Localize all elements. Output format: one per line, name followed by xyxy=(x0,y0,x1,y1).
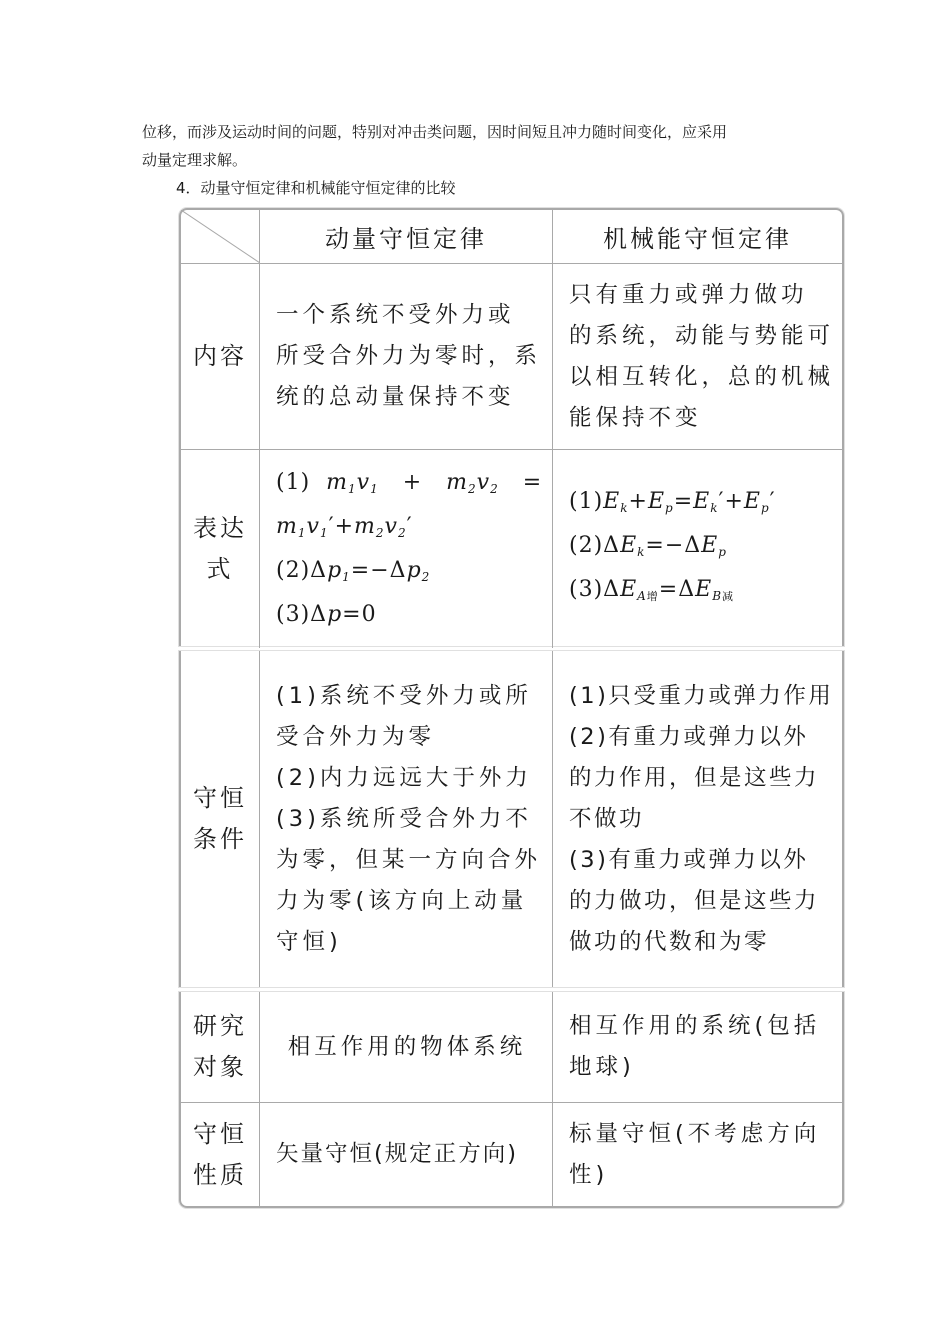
content-mechanical-energy xyxy=(553,264,842,449)
section-heading: 4．动量守恒定律和机械能守恒定律的比较 xyxy=(176,179,456,197)
table-row-expression xyxy=(181,450,842,648)
text-line: 守恒) xyxy=(276,928,342,955)
formula-line: $(3)\Delta E_A$增$=\Delta E_B$减 xyxy=(569,576,735,603)
table-row-nature xyxy=(181,1103,842,1206)
table-row-object xyxy=(181,992,842,1103)
condition-mechanical-energy xyxy=(553,651,842,987)
text-line: 以相互转化，总的机械 xyxy=(569,363,835,390)
formula-line: $(2)\Delta p_1=-\Delta p_2$ xyxy=(276,558,431,584)
text-line: 地球) xyxy=(569,1054,635,1080)
label-line: 对象 xyxy=(193,1053,247,1081)
header-momentum: 动量守恒定律 xyxy=(260,210,553,263)
text-line: 相互作用的物体系统 xyxy=(287,1033,527,1060)
label-line: 守恒 xyxy=(193,1119,247,1148)
object-momentum xyxy=(260,992,553,1102)
text-line: 标量守恒(不考虑方向 xyxy=(569,1120,821,1147)
expression-momentum xyxy=(260,450,553,648)
table-row-condition xyxy=(181,651,842,987)
object-mechanical-energy xyxy=(553,992,842,1102)
label-line: 研究 xyxy=(193,1012,247,1040)
text-line: 能保持不变 xyxy=(569,404,702,431)
content-momentum xyxy=(260,264,553,449)
label-line: 守恒 xyxy=(193,784,247,812)
formula-line: $(1)E_k+E_p=E_k'+E_p'$ xyxy=(569,488,776,515)
row-label-expression xyxy=(181,450,260,648)
label-line: 条件 xyxy=(193,825,247,853)
label-line: 式 xyxy=(206,555,234,583)
row-label-object xyxy=(181,992,260,1102)
row-label-content: 内容 xyxy=(181,264,260,449)
text-line: (2)有重力或弹力以外 xyxy=(569,723,809,750)
corner-cell xyxy=(181,210,260,263)
intro-line-2: 动量定理求解。 xyxy=(142,151,248,169)
text-line: 的力做功，但是这些力 xyxy=(569,887,820,914)
text-line: 不做功 xyxy=(569,805,645,832)
text-line: 性) xyxy=(569,1161,609,1188)
table-row-content xyxy=(181,264,842,450)
diagonal-line xyxy=(181,210,260,263)
comparison-table-part-3 xyxy=(179,992,844,1208)
text-line: 只有重力或弹力做功 xyxy=(569,281,808,308)
text-line: 做功的代数和为零 xyxy=(569,928,770,955)
header-mechanical-energy: 机械能守恒定律 xyxy=(603,225,792,253)
text-line: 一个系统不受外力或 xyxy=(276,302,515,328)
table-header-row xyxy=(181,210,842,264)
text-line: (2)内力远远大于外力 xyxy=(276,764,532,791)
formula-line: $(2)\Delta E_k=-\Delta E_p$ xyxy=(569,532,727,559)
text-line: (3)系统所受合外力不 xyxy=(276,805,532,832)
expression-mechanical-energy xyxy=(553,450,842,648)
comparison-table-part-2 xyxy=(179,651,844,987)
text-line: 的力作用，但是这些力 xyxy=(569,764,820,791)
text-line: 矢量守恒(规定正方向) xyxy=(276,1141,519,1167)
intro-line-1: 位移，而涉及运动时间的问题，特别对冲击类问题，因时间短且冲力随时间变化，应采用 xyxy=(142,123,728,141)
text-line: 力为零(该方向上动量 xyxy=(276,887,528,914)
text-line: (1)系统不受外力或所 xyxy=(276,682,532,709)
text-line: 受合外力为零 xyxy=(276,723,436,750)
condition-momentum xyxy=(260,651,553,987)
label-line: 表达 xyxy=(193,514,247,542)
formula-line: $m_1v_1'+m_2v_2'$ xyxy=(276,514,413,540)
comparison-table-part-1 xyxy=(179,208,844,646)
label-line: 性质 xyxy=(193,1160,247,1189)
text-line: 为零，但某一方向合外 xyxy=(276,846,542,873)
nature-momentum xyxy=(260,1103,553,1206)
formula-line: (3)Δp=0 xyxy=(276,602,377,627)
row-label-condition xyxy=(181,651,260,987)
text-line: 所受合外力为零时，系 xyxy=(276,343,542,369)
formula-line: (1) $m_1v_1 + m_2v_2$ = xyxy=(276,470,543,496)
text-line: (1)只受重力或弹力作用 xyxy=(569,682,834,709)
row-label-nature xyxy=(181,1103,260,1206)
text-line: (3)有重力或弹力以外 xyxy=(569,846,809,873)
text-line: 统的总动量保持不变 xyxy=(276,384,515,410)
text-line: 相互作用的系统(包括 xyxy=(569,1013,821,1039)
text-line: 的系统，动能与势能可 xyxy=(569,322,835,349)
nature-mechanical-energy xyxy=(553,1103,842,1206)
